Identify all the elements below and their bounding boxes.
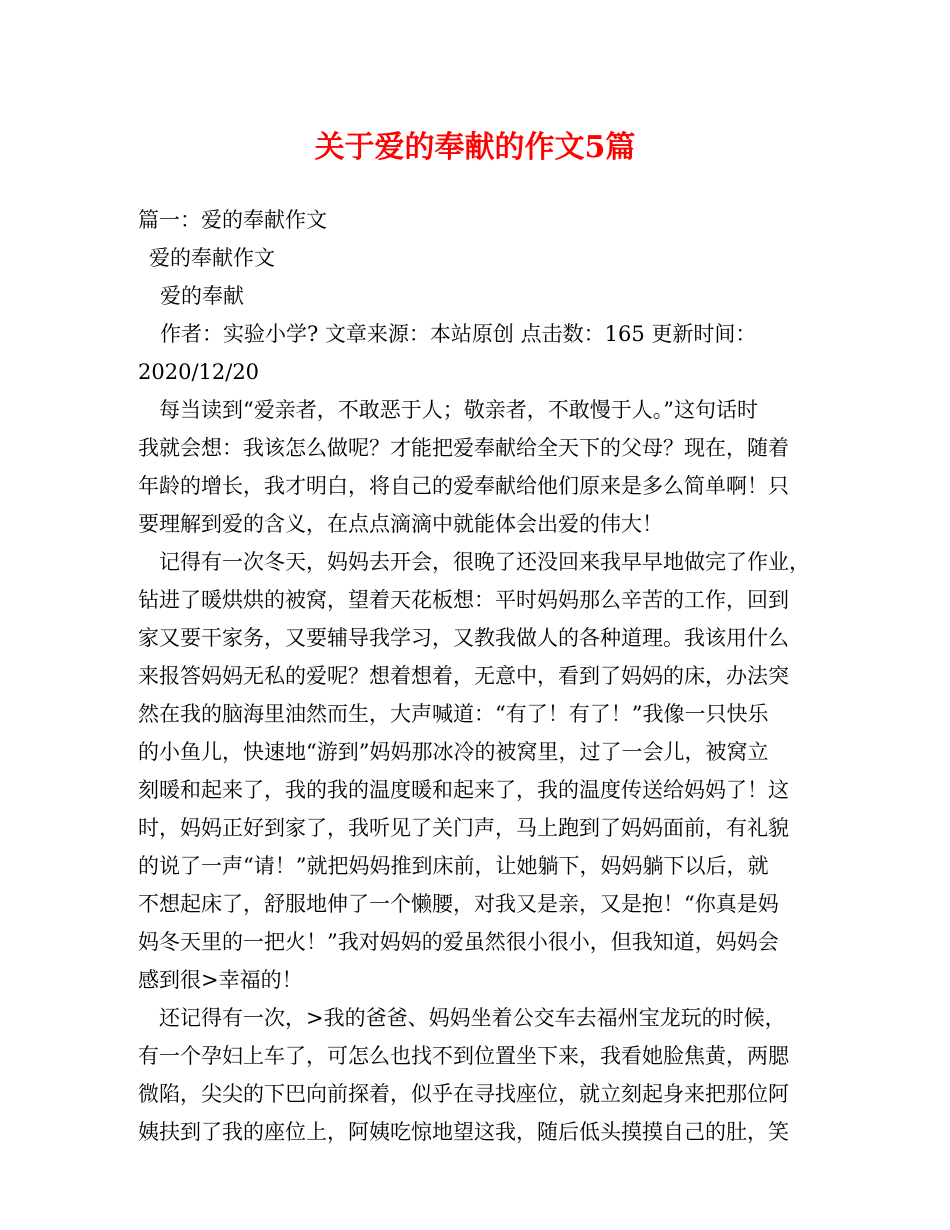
text-line: 微陷，尖尖的下巴向前探着，似乎在寻找座位，就立刻起身来把那位阿 (138, 1082, 789, 1106)
text-line: 爱的奉献作文 (149, 246, 275, 270)
document-body (138, 201, 826, 1151)
document-title: 关于爱的奉献的作文5篇 (314, 130, 636, 165)
text-line: 刻暖和起来了，我的我的温度暖和起来了，我的温度传送给妈妈了！这 (138, 778, 789, 802)
text-line: 篇一：爱的奉献作文 (138, 208, 327, 232)
text-line: 爱的奉献 (160, 284, 244, 308)
text-line: 时，妈妈正好到家了，我听见了关门声，马上跑到了妈妈面前，有礼貌 (138, 816, 789, 840)
text-line: 记得有一次冬天，妈妈去开会，很晚了还没回来我早早地做完了作业， (159, 550, 810, 574)
text-line: 钻进了暖烘烘的被窝，望着天花板想：平时妈妈那么辛苦的工作，回到 (138, 588, 789, 612)
text-line: 然在我的脑海里油然而生，大声喊道：“有了！有了！”我像一只快乐 (138, 702, 769, 726)
text-line: 妈冬天里的一把火！”我对妈妈的爱虽然很小很小，但我知道，妈妈会 (138, 930, 779, 954)
text-line: 还记得有一次，>我的爸爸、妈妈坐着公交车去福州宝龙玩的时候， (159, 1006, 786, 1030)
text-line: 的说了一声“请！”就把妈妈推到床前，让她躺下，妈妈躺下以后，就 (138, 854, 769, 878)
text-line: 感到很>幸福的！ (138, 968, 303, 992)
text-line: 的小鱼儿，快速地“游到”妈妈那冰冷的被窝里，过了一会儿，被窝立 (138, 740, 769, 764)
text-line: 2020/12/20 (138, 360, 260, 384)
text-line: 家又要干家务，又要辅导我学习，又教我做人的各种道理。我该用什么 (138, 626, 789, 650)
text-line: 我就会想：我该怎么做呢？才能把爱奉献给全天下的父母？现在，随着 (138, 436, 789, 460)
text-line: 不想起床了，舒服地伸了一个懒腰，对我又是亲，又是抱！“你真是妈 (138, 892, 779, 916)
text-line: 姨扶到了我的座位上，阿姨吃惊地望这我，随后低头摸摸自己的肚，笑 (138, 1120, 789, 1144)
text-line: 每当读到“爱亲者，不敢恶于人；敬亲者，不敢慢于人。”这句话时 (159, 398, 758, 422)
text-line: 有一个孕妇上车了，可怎么也找不到位置坐下来，我看她脸焦黄，两腮 (138, 1044, 789, 1068)
text-line: 要理解到爱的含义，在点点滴滴中就能体会出爱的伟大！ (138, 512, 663, 536)
text-line: 年龄的增长，我才明白，将自己的爱奉献给他们原来是多么简单啊！只 (138, 474, 789, 498)
text-line: 作者：实验小学? 文章来源：本站原创 点击数：165 更新时间： (160, 322, 757, 346)
text-line: 来报答妈妈无私的爱呢？想着想着，无意中，看到了妈妈的床，办法突 (138, 664, 789, 688)
